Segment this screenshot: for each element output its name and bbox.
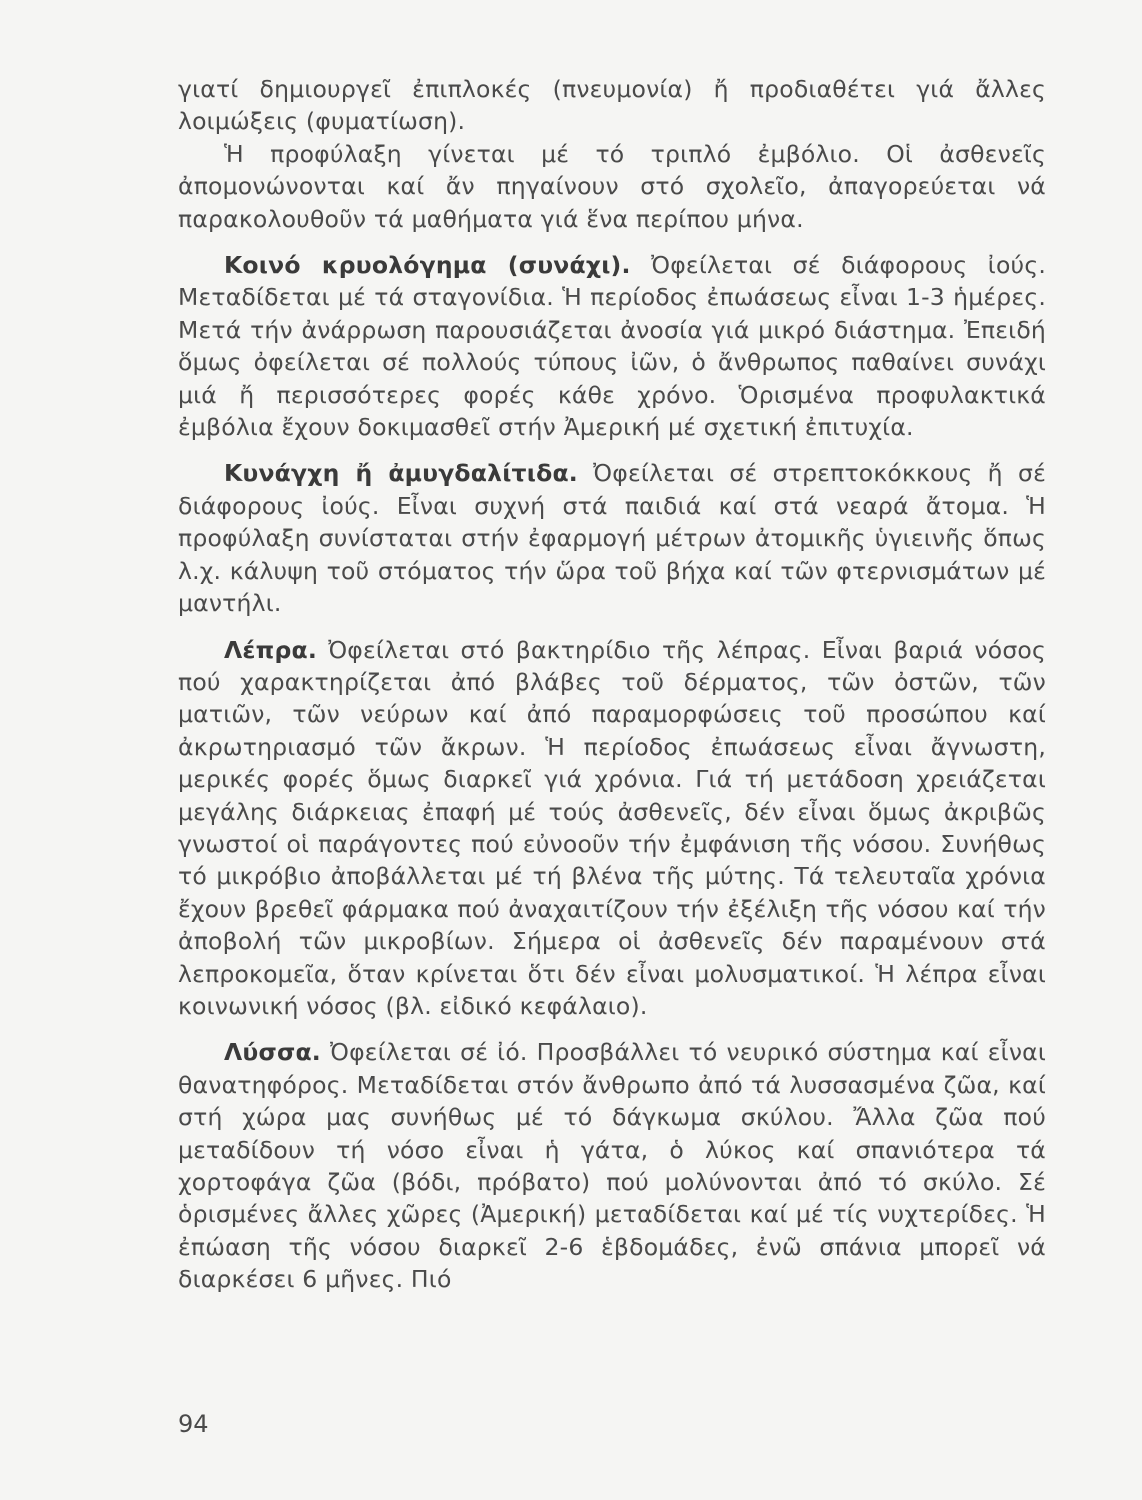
heading-common-cold: Κοινό κρυολόγημα (συνάχι). [224,251,631,280]
paragraph-common-cold [178,249,1046,443]
text-leprosy: Ὀφείλεται στό βακτηρίδιο τῆς λέπρας. Εἶναι βαριά νόσος πού χαρακτηρίζεται ἀπό βλάβες τοῦ δέρματος, τῶν ὀστῶν, τῶν ματιῶν, τῶν νεύρων καί ἀπό παραμορφώσεις τοῦ προσώπου καί ἀκρωτηριασμό τῶν ἄκρων. Ἡ περίοδος ἐπωάσεως εἶναι ἄγνωστη, μερικές φορές ὅμως διαρκεῖ γιά χρόνια. Γιά τή μετάδοση χρειάζεται μεγάλης διάρκειας ἐπαφή μέ τούς ἀσθενεῖς, δέν εἶναι ὅμως ἀκριβῶς γνωστοί οἱ παράγοντες πού εὐνοοῦν τήν ἐμφάνιση τῆς νόσου. Συνήθως τό μικρόβιο ἀποβάλλεται μέ τή βλένα τῆς μύτης. Τά τελευταῖα χρόνια ἔχουν βρεθεῖ φάρμακα πού ἀναχαιτίζουν τήν ἐξέλιξη τῆς νόσου καί τήν ἀποβολή τῶν μικροβίων. Σήμερα οἱ ἀσθενεῖς δέν παραμένουν στά λεπροκομεῖα, ὅταν κρίνεται ὅτι δέν εἶναι μολυσματικοί. Ἡ λέπρα εἶναι κοινωνική νόσος (βλ. εἰδικό κεφάλαιο). [178,635,1046,1020]
paragraph-tonsillitis [178,457,1046,619]
paragraph-continuation: γιατί δημιουργεῖ ἐπιπλοκές (πνευμονία) ἤ προδιαθέτει γιά ἄλλες λοιμώξεις (φυματίωση). [178,75,1046,136]
page-number: 94 [178,1410,209,1438]
heading-leprosy: Λέπρα. [224,635,317,664]
paragraph-rabies [178,1036,1046,1295]
text-rabies: Ὀφείλεται σέ ἰό. Προσβάλλει τό νευρικό σύστημα καί εἶναι θανατηφόρος. Μεταδίδεται στόν ἄνθρωπο ἀπό τά λυσσασμένα ζῶα, καί στή χώρα μας συνήθως μέ τό δάγκωμα σκύλου. Ἄλλα ζῶα πού μεταδίδουν τή νόσο εἶναι ἡ γάτα, ὁ λύκος καί σπανιότερα τά χορτοφάγα ζῶα (βόδι, πρόβατο) πού μολύνονται ἀπό τό σκύλο. Σέ ὁρισμένες ἄλλες χῶρες (Ἀμερική) μεταδίδεται καί μέ τίς νυχτερίδες. Ἡ ἐπώαση τῆς νόσου διαρκεῖ 2-6 ἑβδομάδες, ἐνῶ σπάνια μπορεῖ νά διαρκέσει 6 μῆνες. Πιό [178,1038,1046,1294]
text-common-cold: Ὀφείλεται σέ διάφορους ἰούς. Μεταδίδεται μέ τά σταγονίδια. Ἡ περίοδος ἐπωάσεως εἶναι 1-3 ἡμέρες. Μετά τήν ἀνάρρωση παρουσιάζεται ἀνοσία γιά μικρό διάστημα. Ἐπειδή ὅμως ὀφείλεται σέ πολλούς τύπους ἰῶν, ὁ ἄνθρωπος παθαίνει συνάχι μιά ἤ περισσότερες φορές κάθε χρόνο. Ὁρισμένα προφυλακτικά ἐμβόλια ἔχουν δοκιμασθεῖ στήν Ἀμερική μέ σχετική ἐπιτυχία. [178,251,1046,442]
body-text [178,73,1046,1296]
paragraph-leprosy [178,634,1046,1023]
heading-rabies: Λύσσα. [224,1038,321,1067]
paragraph-prevention: Ἡ προφύλαξη γίνεται μέ τό τριπλό ἐμβόλιο. Οἱ ἀσθενεῖς ἀπομονώνονται καί ἄν πηγαίνουν στό σχολεῖο, ἀπαγορεύεται νά παρακολουθοῦν τά μαθήματα γιά ἕνα περίπου μήνα. [178,139,1046,233]
text-tonsillitis: Ὀφείλεται σέ στρεπτοκόκκους ἤ σέ διάφορους ἰούς. Εἶναι συχνή στά παιδιά καί στά νεαρά ἄτομα. Ἡ προφύλαξη συνίσταται στήν ἐφαρμογή μέτρων ἀτομικῆς ὑγιεινῆς ὅπως λ.χ. κάλυψη τοῦ στόματος τήν ὥρα τοῦ βήχα καί τῶν φτερνισμάτων μέ μαντήλι. [178,459,1046,618]
heading-tonsillitis: Κυνάγχη ἤ ἀμυγδαλίτιδα. [224,459,578,488]
